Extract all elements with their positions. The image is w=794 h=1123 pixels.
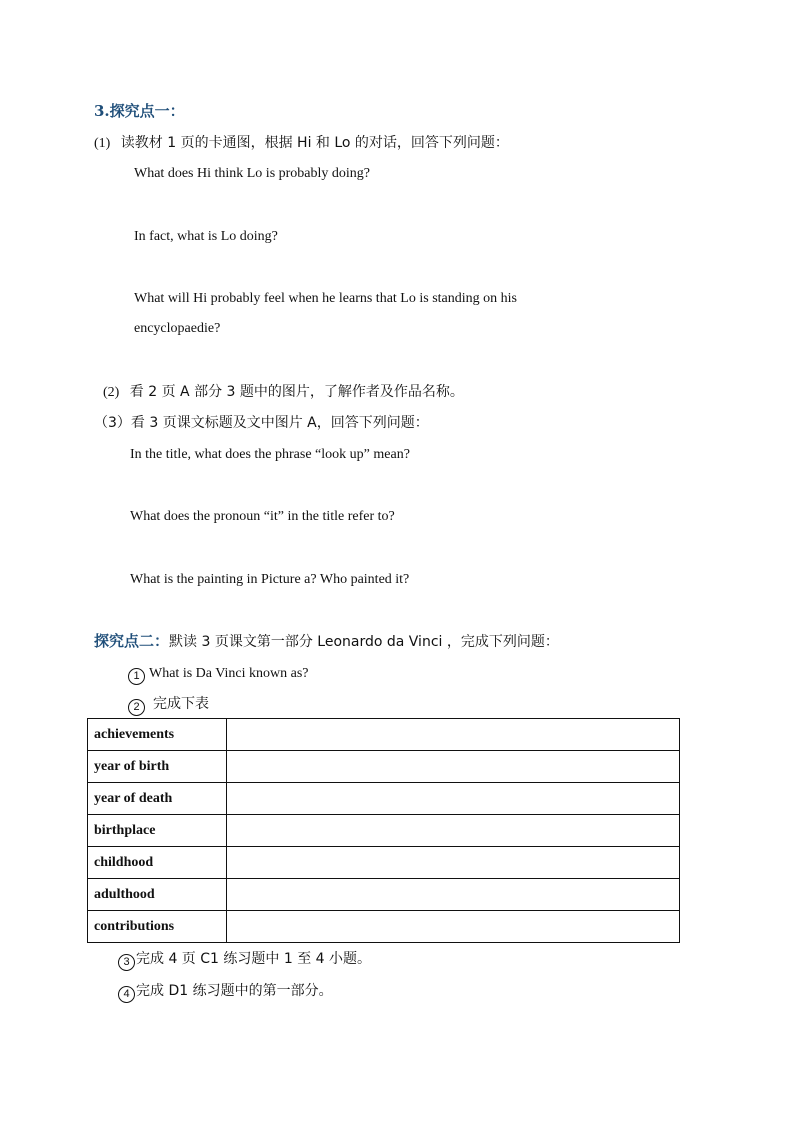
item-2-text: 完成下表 <box>153 696 209 712</box>
table-row <box>88 751 680 783</box>
question-1-sub-3-cont: encyclopaedie? <box>134 321 221 336</box>
question-1-label: (1) <box>94 136 111 151</box>
answer-cell[interactable] <box>227 879 680 911</box>
question-3-label: （3） <box>94 415 131 431</box>
question-3-sub-1: In the title, what does the phrase “look up” mean? <box>130 447 410 462</box>
question-1 <box>94 134 509 153</box>
answer-cell[interactable] <box>227 719 680 751</box>
answer-cell[interactable] <box>227 751 680 783</box>
table-row <box>88 815 680 847</box>
question-1-sub-2: In fact, what is Lo doing? <box>134 229 278 244</box>
question-3-sub-2: What does the pronoun “it” in the title refer to? <box>130 509 395 524</box>
question-3-sub-3: What is the painting in Picture a? Who painted it? <box>130 572 410 587</box>
section-two-title: 探究点二： <box>94 632 170 650</box>
row-label: birthplace <box>88 815 227 847</box>
item-4-text: 完成 D1 练习题中的第一部分。 <box>136 983 333 999</box>
item-3 <box>118 950 371 971</box>
item-4 <box>118 982 333 1003</box>
answer-cell[interactable] <box>227 783 680 815</box>
table-row <box>88 719 680 751</box>
answer-cell[interactable] <box>227 815 680 847</box>
question-2-label: (2) <box>103 385 120 400</box>
item-1-text: What is Da Vinci known as? <box>149 666 309 681</box>
section-two-heading <box>94 632 559 651</box>
item-1 <box>128 664 308 685</box>
section-title: 探究点一： <box>109 102 185 120</box>
table-row <box>88 879 680 911</box>
answer-cell[interactable] <box>227 911 680 943</box>
row-label: year of death <box>88 783 227 815</box>
item-2 <box>128 695 209 716</box>
row-label: adulthood <box>88 879 227 911</box>
da-vinci-table <box>87 718 680 943</box>
row-label: childhood <box>88 847 227 879</box>
table-row <box>88 847 680 879</box>
item-1-number: 1 <box>128 668 145 685</box>
question-3 <box>94 414 429 432</box>
item-4-number: 4 <box>118 986 135 1003</box>
question-2-text: 看 2 页 A 部分 3 题中的图片，了解作者及作品名称。 <box>129 384 464 400</box>
section-heading <box>94 102 185 120</box>
question-1-text: 读教材 1 页的卡通图，根据 Hi 和 Lo 的对话，回答下列问题： <box>120 135 509 151</box>
question-1-sub-1: What does Hi think Lo is probably doing? <box>134 166 371 181</box>
table-row <box>88 783 680 815</box>
row-label: achievements <box>88 719 227 751</box>
question-2 <box>103 383 464 402</box>
row-label: contributions <box>88 911 227 943</box>
question-3-text: 看 3 页课文标题及文中图片 A，回答下列问题： <box>130 415 429 431</box>
item-3-text: 完成 4 页 C1 练习题中 1 至 4 小题。 <box>136 951 372 967</box>
table-row <box>88 911 680 943</box>
section-two-intro: 默读 3 页课文第一部分 Leonardo da Vinci ，完成下列问题： <box>169 634 559 650</box>
item-3-number: 3 <box>118 954 135 971</box>
question-1-sub-3: What will Hi probably feel when he learns that Lo is standing on his <box>134 291 517 306</box>
section-number: 3. <box>94 102 110 120</box>
answer-cell[interactable] <box>227 847 680 879</box>
row-label: year of birth <box>88 751 227 783</box>
item-2-number: 2 <box>128 699 145 716</box>
